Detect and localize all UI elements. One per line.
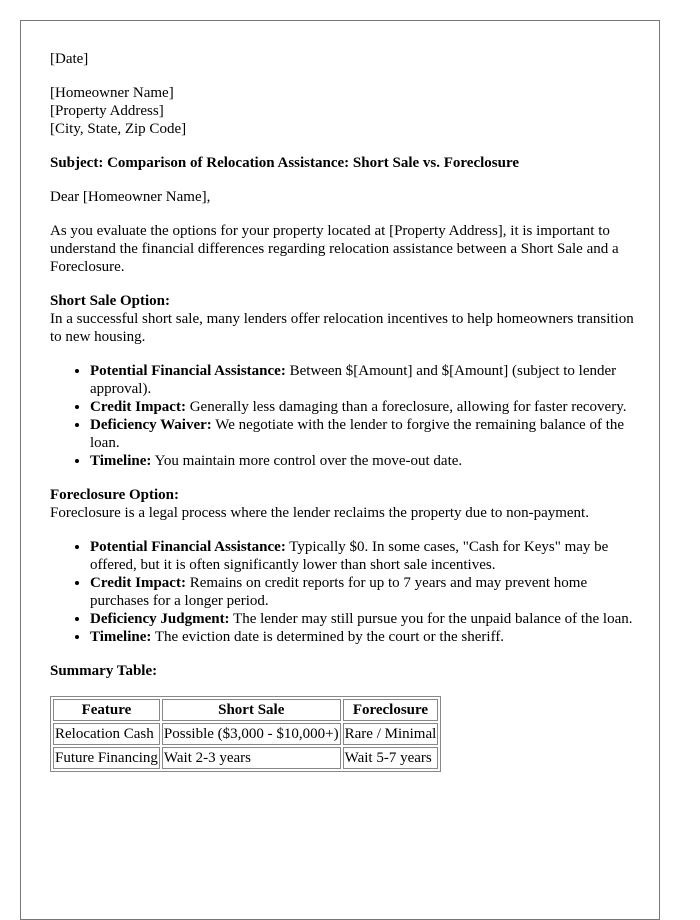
list-item bbox=[90, 452, 640, 470]
point-term: Potential Financial Assistance: bbox=[90, 539, 286, 555]
table-cell: Wait 2-3 years bbox=[162, 747, 341, 769]
foreclosure-section bbox=[50, 486, 640, 522]
table-row bbox=[53, 723, 438, 745]
point-text: The lender may still pursue you for the unpaid balance of the loan. bbox=[229, 611, 633, 627]
list-item bbox=[90, 610, 640, 628]
list-item bbox=[90, 628, 640, 646]
point-term: Deficiency Judgment: bbox=[90, 611, 230, 627]
point-term: Deficiency Waiver: bbox=[90, 417, 212, 433]
table-cell: Relocation Cash bbox=[53, 723, 160, 745]
table-header-cell: Short Sale bbox=[162, 699, 341, 721]
table-row bbox=[53, 747, 438, 769]
foreclosure-description: Foreclosure is a legal process where the lender reclaims the property due to non-payment. bbox=[50, 505, 589, 521]
letter-page bbox=[20, 20, 660, 920]
list-item bbox=[90, 398, 640, 416]
point-text: Generally less damaging than a foreclosure, allowing for faster recovery. bbox=[185, 399, 627, 415]
table-cell: Future Financing bbox=[53, 747, 160, 769]
point-term: Timeline: bbox=[90, 629, 152, 645]
short-sale-description: In a successful short sale, many lenders offer relocation incentives to help homeowners transition to new housing. bbox=[50, 311, 634, 345]
table-cell: Wait 5-7 years bbox=[343, 747, 439, 769]
recipient-name: [Homeowner Name] bbox=[50, 85, 174, 101]
short-sale-title: Short Sale Option: bbox=[50, 293, 171, 309]
table-header-cell: Feature bbox=[53, 699, 160, 721]
table-header-cell: Foreclosure bbox=[343, 699, 439, 721]
point-text: You maintain more control over the move-out date. bbox=[151, 453, 463, 469]
point-text: We negotiate with the lender to forgive the remaining balance of the loan. bbox=[90, 417, 625, 451]
point-text: The eviction date is determined by the court or the sheriff. bbox=[151, 629, 505, 645]
list-item bbox=[90, 538, 640, 574]
letter-subject: Subject: Comparison of Relocation Assistance: Short Sale vs. Foreclosure bbox=[50, 155, 519, 171]
short-sale-section bbox=[50, 292, 640, 346]
foreclosure-points bbox=[50, 538, 640, 646]
recipient-street: [Property Address] bbox=[50, 103, 164, 119]
summary-title: Summary Table: bbox=[50, 663, 158, 679]
point-text: Typically $0. In some cases, "Cash for Keys" may be offered, but it is often significantly lower than short sale incentives. bbox=[90, 539, 609, 573]
letter-date: [Date] bbox=[50, 51, 89, 67]
point-text: Remains on credit reports for up to 7 years and may prevent home purchases for a longer period. bbox=[90, 575, 588, 609]
point-text: Between $[Amount] and $[Amount] (subject to lender approval). bbox=[90, 363, 617, 397]
letter-salutation: Dear [Homeowner Name], bbox=[50, 189, 211, 205]
recipient-city: [City, State, Zip Code] bbox=[50, 121, 187, 137]
table-cell: Rare / Minimal bbox=[343, 723, 439, 745]
list-item bbox=[90, 574, 640, 610]
recipient-address bbox=[50, 84, 640, 138]
table-header-row bbox=[53, 699, 438, 721]
table-cell: Possible ($3,000 - $10,000+) bbox=[162, 723, 341, 745]
point-term: Potential Financial Assistance: bbox=[90, 363, 286, 379]
point-term: Credit Impact: bbox=[90, 575, 186, 591]
short-sale-points bbox=[50, 362, 640, 470]
foreclosure-title: Foreclosure Option: bbox=[50, 487, 180, 503]
letter-intro: As you evaluate the options for your property located at [Property Address], it is important to understand the financial differences regarding relocation assistance between a Short Sale and a Foreclosure. bbox=[50, 223, 619, 275]
letter-content bbox=[50, 50, 640, 772]
list-item bbox=[90, 362, 640, 398]
list-item bbox=[90, 416, 640, 452]
point-term: Credit Impact: bbox=[90, 399, 186, 415]
point-term: Timeline: bbox=[90, 453, 152, 469]
summary-table bbox=[50, 696, 441, 772]
